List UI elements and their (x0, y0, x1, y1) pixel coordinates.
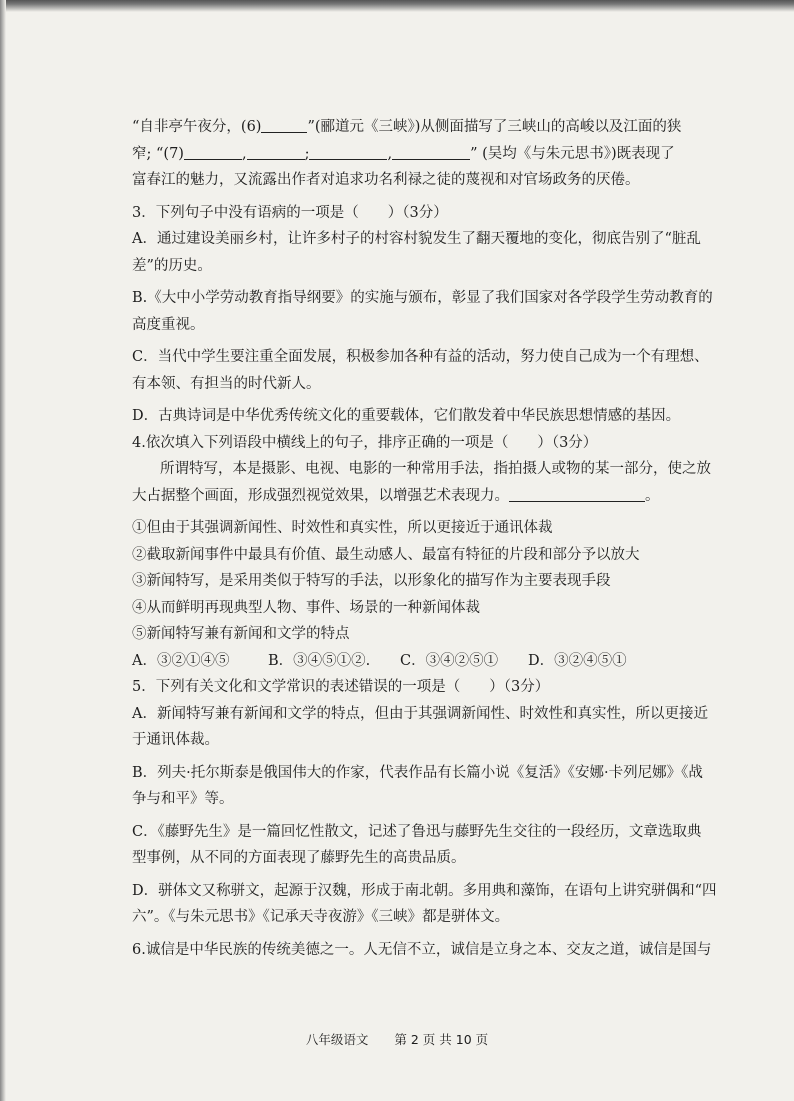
q4-option-b[interactable]: B．③④⑤①②. (268, 652, 371, 669)
q4-sentence-1: ①但由于其强调新闻性、时效性和真实性，所以更接近于通讯体裁 (132, 520, 553, 536)
q3-option-d[interactable]: D．古典诗词是中华优秀传统文化的重要载体，它们散发着中华民族思想情感的基因。 (132, 408, 681, 424)
q5-option-a-cont: 于通讯体裁。 (132, 732, 219, 748)
q3-stem: 3．下列句子中没有语病的一项是（ ）（3分） (132, 204, 448, 221)
q4-stem: 4.依次填入下列语段中横线上的句子，排序正确的一项是（ ）（3分） (132, 434, 598, 451)
q4-option-c[interactable]: C．③④②⑤① (400, 652, 499, 669)
q3-option-b[interactable]: B.《大中小学劳动教育指导纲要》的实施与颁布，彰显了我们国家对各学段学生劳动教育的 (132, 290, 713, 306)
punct: , (387, 145, 393, 162)
answer-blank-6[interactable] (261, 116, 307, 133)
q5-option-d[interactable]: D．骈体文又称骈文，起源于汉魏，形成于南北朝。多用典和藻饰，在语句上讲究骈偶和“四 (132, 882, 717, 899)
q4-passage-1: 所谓特写，本是摄影、电视、电影的一种常用手法，指拍摄人或物的某一部分，使之放 (160, 461, 711, 477)
q4-sentence-3: ③新闻特写，是采用类似于特写的手法，以形象化的描写作为主要表现手段 (132, 573, 611, 589)
q4-options (132, 648, 672, 675)
q2-text: ” (吴均《与朱元思书》)既表现了 (470, 145, 675, 162)
q2-text: ”(郦道元《三峡》)从侧面描写了三峡山的高峻以及江面的狭 (307, 119, 682, 135)
answer-blank-7b[interactable] (247, 143, 305, 160)
punct: , (241, 145, 247, 162)
footer-page-number: 第 2 页 共 10 页 (394, 1032, 489, 1047)
q2-text: “自非亭午夜分，(6) (132, 119, 262, 135)
page-body (132, 114, 717, 963)
q6-stem: 6.诚信是中华民族的传统美德之一。人无信不立，诚信是立身之本、交友之道，诚信是国与 (132, 941, 712, 958)
q3-option-a-cont: 差”的历史。 (132, 257, 212, 274)
q5-option-b[interactable]: B．列夫·托尔斯泰是俄国伟大的作家，代表作品有长篇小说《复活》《安娜·卡列尼娜》《战 (132, 764, 703, 781)
q3-option-c[interactable]: C．当代中学生要注重全面发展，积极参加各种有益的活动，努力使自己成为一个有理想、 (132, 349, 709, 365)
q3-option-c-cont: 有本领、有担当的时代新人。 (132, 375, 321, 392)
q4-option-a[interactable]: A．③②①④⑤ (132, 652, 230, 669)
page-footer (0, 1030, 794, 1048)
answer-blank-7a[interactable] (184, 143, 242, 160)
q2-line-2 (132, 141, 675, 168)
punct: ; (304, 145, 310, 162)
q3-option-b-cont: 高度重视。 (132, 316, 205, 333)
scan-edge-top (0, 0, 794, 12)
q4-sentence-4: ④从而鲜明再现典型人物、事件、场景的一种新闻体裁 (132, 599, 480, 616)
q2-line-3: 富春江的魅力，又流露出作者对追求功名利禄之徒的蔑视和对官场政务的厌倦。 (132, 172, 640, 188)
q4-passage-text: 大占据整个画面，形成强烈视觉效果，以增强艺术表现力。 (132, 487, 509, 504)
answer-blank-7d[interactable] (392, 143, 470, 160)
q3-option-a[interactable]: A．通过建设美丽乡村，让许多村子的村容村貌发生了翻天覆地的变化，彻底告别了“脏乱 (132, 231, 701, 247)
answer-blank-q4[interactable] (509, 485, 645, 502)
q4-sentence-2: ②截取新闻事件中最具有价值、最生动感人、最富有特征的片段和部分予以放大 (132, 546, 640, 563)
answer-blank-7c[interactable] (309, 143, 387, 160)
q2-text: 窄; “(7) (132, 145, 184, 162)
q5-stem: 5．下列有关文化和文学常识的表述错误的一项是（ ）（3分） (132, 679, 550, 695)
scan-edge-left (0, 0, 6, 1101)
q5-option-c-cont: 型事例，从不同的方面表现了藤野先生的高贵品质。 (132, 850, 466, 866)
footer-subject: 八年级语文 (305, 1032, 369, 1047)
q5-option-c[interactable]: C．《藤野先生》是一篇回忆性散文，记述了鲁迅与藤野先生交往的一段经历，文章选取典 (132, 823, 702, 840)
q4-passage-2 (132, 483, 672, 510)
q2-line-1 (132, 114, 682, 141)
punct: 。 (645, 487, 660, 504)
q4-sentence-5: ⑤新闻特写兼有新闻和文学的特点 (132, 626, 350, 642)
q5-option-d-cont: 六”。《与朱元思书》《记承天寺夜游》《三峡》都是骈体文。 (132, 909, 510, 925)
q5-option-b-cont: 争与和平》等。 (132, 791, 234, 807)
q4-option-d[interactable]: D．③②④⑤① (528, 652, 627, 669)
q5-option-a[interactable]: A．新闻特写兼有新闻和文学的特点，但由于其强调新闻性、时效性和真实性，所以更接近 (132, 705, 708, 722)
